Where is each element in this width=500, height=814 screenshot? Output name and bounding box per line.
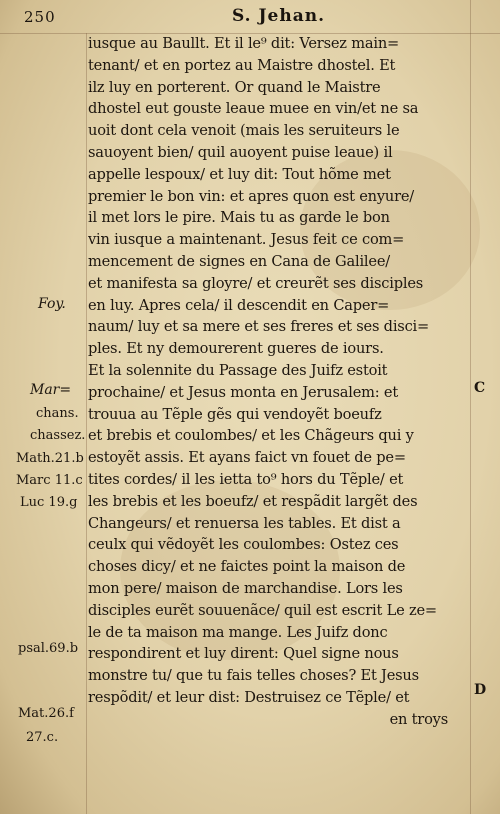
section-marker-d: D	[474, 682, 487, 698]
text-line: les brebis et les boeufz/ et respãdit largẽt des	[88, 492, 418, 510]
margin-rule-right	[470, 0, 471, 814]
page-number: 250	[24, 8, 56, 26]
text-line: vin iusque a maintenant. Jesus feit ce com=	[88, 231, 405, 249]
text-line: mon pere/ maison de marchandise. Lors les	[88, 579, 403, 597]
margin-gloss-math: Math.21.b	[16, 451, 84, 466]
text-line: ceulx qui vẽdoyẽt les coulombes: Ostez ces	[88, 536, 399, 554]
text-line: ilz luy en porterent. Or quand le Maistre	[88, 78, 381, 96]
section-marker-c: C	[474, 380, 486, 396]
text-line: et brebis et coulombes/ et les Chãgeurs qui y	[88, 427, 414, 445]
margin-rule-left	[86, 33, 87, 814]
text-line: uoit dont cela venoit (mais les seruiteurs le	[88, 122, 400, 140]
text-line: le de ta maison ma mange. Les Juifz donc	[88, 623, 388, 641]
text-line: choses dicy/ et ne faictes point la maison de	[88, 558, 406, 576]
margin-gloss-foy: Foy.	[38, 296, 66, 312]
page-header	[0, 6, 500, 32]
text-line: tites cordes/ il les ietta to⁹ hors du Tẽple/ et	[88, 470, 404, 488]
margin-gloss-marc: Marc 11.c	[16, 473, 83, 488]
margin-gloss-chans: chans.	[36, 406, 79, 421]
text-line: respõdit/ et leur dist: Destruisez ce Tẽple/ et	[88, 688, 410, 706]
margin-gloss-luc: Luc 19.g	[20, 495, 78, 510]
text-line: il met lors le pire. Mais tu as garde le bon	[88, 209, 390, 227]
text-line: tenant/ et en portez au Maistre dhostel. Et	[88, 56, 396, 74]
text-line: appelle lespoux/ et luy dit: Tout hõme met	[88, 165, 391, 183]
text-line: monstre tu/ que tu fais telles choses? Et Jesus	[88, 667, 419, 685]
text-line: dhostel eut gouste leaue muee en vin/et ne sa	[88, 100, 419, 118]
body-text	[88, 33, 468, 731]
margin-gloss-chasses: chassez.	[30, 428, 86, 443]
text-line: ples. Et ny demourerent gueres de iours.	[88, 340, 384, 358]
text-line: trouua au Tẽple gẽs qui vendoyẽt boeufz	[88, 405, 382, 423]
text-line: sauoyent bien/ quil auoyent puise leaue) il	[88, 143, 393, 161]
text-line: mencement de signes en Cana de Galilee/	[88, 252, 390, 270]
text-line: disciples eurẽt souuenãce/ quil est escrit Le ze=	[88, 601, 437, 619]
text-line: Et la solennite du Passage des Juifz estoit	[88, 361, 388, 379]
running-head: S. Jehan.	[232, 6, 326, 26]
margin-gloss-mat26: Mat.26.f	[18, 706, 74, 721]
text-line: respondirent et luy dirent: Quel signe nous	[88, 645, 399, 663]
margin-gloss-num27: 27.c.	[26, 730, 59, 745]
text-line: prochaine/ et Jesus monta en Jerusalem: et	[88, 383, 399, 401]
text-line: en luy. Apres cela/ il descendit en Caper=	[88, 296, 390, 314]
margin-gloss-marc-top: Mar=	[30, 382, 72, 398]
text-line: estoyẽt assis. Et ayans faict vn fouet de pe=	[88, 449, 406, 467]
text-line: en troys	[389, 710, 448, 728]
text-line: iusque au Baullt. Et il le⁹ dit: Versez main=	[88, 35, 400, 52]
text-line: premier le bon vin: et apres quon est enyure/	[88, 187, 415, 205]
margin-gloss-psal: psal.69.b	[18, 641, 79, 656]
text-line: et manifesta sa gloyre/ et creurẽt ses disciples	[88, 274, 424, 292]
text-line: Changeurs/ et renuersa les tables. Et dist a	[88, 514, 401, 532]
text-line: naum/ luy et sa mere et ses freres et ses disci=	[88, 318, 430, 336]
